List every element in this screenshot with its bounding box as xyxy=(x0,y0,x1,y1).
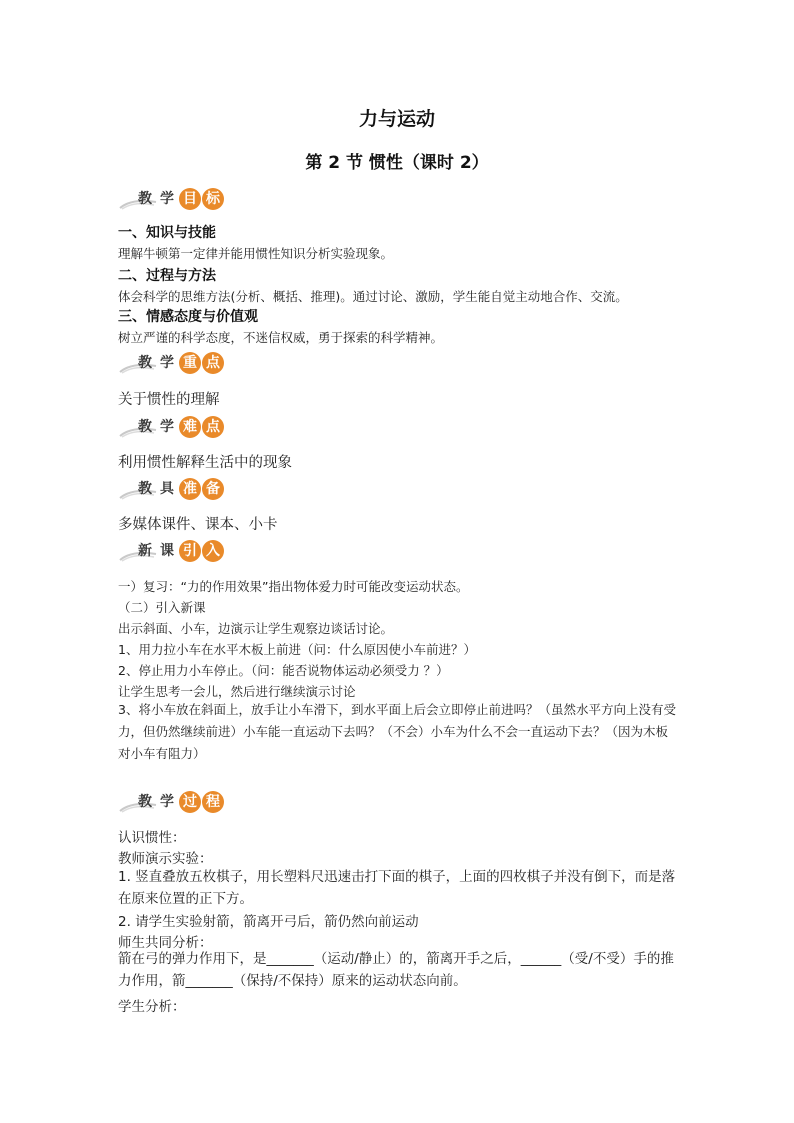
badge-char-highlight: 准 xyxy=(179,478,201,500)
badge-char-highlight: 目 xyxy=(179,188,201,210)
process-line: 认识惯性： xyxy=(118,830,186,846)
section-badge-materials xyxy=(118,478,228,504)
badge-char: 学 xyxy=(160,419,174,435)
process-line: 师生共同分析： xyxy=(118,935,213,951)
badge-char: 新 xyxy=(138,543,152,559)
badge-char: 学 xyxy=(160,794,174,810)
section-badge-objectives xyxy=(118,188,228,214)
section-badge-intro xyxy=(118,540,228,566)
section-badge-difficulty xyxy=(118,416,228,442)
badge-char-highlight: 过 xyxy=(179,791,201,813)
badge-char-highlight: 点 xyxy=(202,416,224,438)
badge-char-highlight: 程 xyxy=(202,791,224,813)
process-line: 教师演示实验： xyxy=(118,851,213,867)
badge-char: 具 xyxy=(160,481,174,497)
intro-paragraph: 3、将小车放在斜面上，放手让小车滑下，到水平面上后会立即停止前进吗？（虽然水平方向上没有受力，但仍然继续前进）小车能一直运动下去吗？（不会）小车为什么不会一直运动下去？（因为木板对小车有阻力） xyxy=(118,702,676,761)
section-badge-keypoint xyxy=(118,352,228,378)
intro-line: 一）复习：“力的作用效果”指出物体爱力时可能改变运动状态。 xyxy=(118,579,469,594)
process-line: 2. 请学生实验射箭，箭离开弓后，箭仍然向前运动 xyxy=(118,914,419,930)
badge-char: 学 xyxy=(160,355,174,371)
section-subtitle: 第 2 节 惯性（课时 2） xyxy=(305,153,489,173)
badge-char: 教 xyxy=(138,191,152,207)
intro-line: 让学生思考一会儿，然后进行继续演示讨论 xyxy=(118,684,356,699)
badge-char-highlight: 难 xyxy=(179,416,201,438)
process-line: 学生分析： xyxy=(118,999,186,1015)
objective-text-process: 体会科学的思维方法(分析、概括、推理)。通过讨论、激励，学生能自觉主动地合作、交流。 xyxy=(118,289,628,304)
badge-char: 课 xyxy=(160,543,174,559)
process-paragraph: 箭在弓的弹力作用下，是_______（运动/静止）的，箭离开手之后，______（受/不受）手的推力作用，箭_______（保持/不保持）原来的运动状态向前。 xyxy=(118,951,674,989)
keypoint-text: 关于惯性的理解 xyxy=(118,392,220,408)
badge-char-highlight: 入 xyxy=(202,540,224,562)
objective-text-knowledge: 理解牛顿第一定律并能用惯性知识分析实验现象。 xyxy=(118,246,394,261)
page-title: 力与运动 xyxy=(358,108,435,130)
process-paragraph: 1. 竖直叠放五枚棋子，用长塑料尺迅速击打下面的棋子，上面的四枚棋子并没有倒下，而是落在原来位置的正下方。 xyxy=(118,869,676,907)
intro-line: （二）引入新课 xyxy=(118,600,206,615)
intro-line: 2、停止用力小车停止。（问：能否说物体运动必须受力 ？） xyxy=(118,663,449,678)
badge-char: 教 xyxy=(138,355,152,371)
badge-char: 学 xyxy=(160,191,174,207)
objective-heading-attitude: 三、情感态度与价值观 xyxy=(118,309,258,325)
badge-char-highlight: 重 xyxy=(179,352,201,374)
badge-char-highlight: 点 xyxy=(202,352,224,374)
badge-char: 教 xyxy=(138,794,152,810)
badge-char-highlight: 标 xyxy=(202,188,224,210)
objective-text-attitude: 树立严谨的科学态度，不迷信权威，勇于探索的科学精神。 xyxy=(118,330,444,345)
objective-heading-process: 二、过程与方法 xyxy=(118,268,216,284)
materials-text: 多媒体课件、课本、小卡 xyxy=(118,517,278,533)
objective-heading-knowledge: 一、知识与技能 xyxy=(118,225,216,241)
intro-line: 出示斜面、小车，边演示让学生观察边谈话讨论。 xyxy=(118,621,394,636)
badge-char-highlight: 引 xyxy=(179,540,201,562)
difficulty-text: 利用惯性解释生活中的现象 xyxy=(118,455,292,471)
badge-char-highlight: 备 xyxy=(202,478,224,500)
intro-line: 1、用力拉小车在水平木板上前进（问：什么原因使小车前进？） xyxy=(118,642,476,657)
section-badge-process xyxy=(118,791,228,817)
badge-char: 教 xyxy=(138,481,152,497)
badge-char: 教 xyxy=(138,419,152,435)
